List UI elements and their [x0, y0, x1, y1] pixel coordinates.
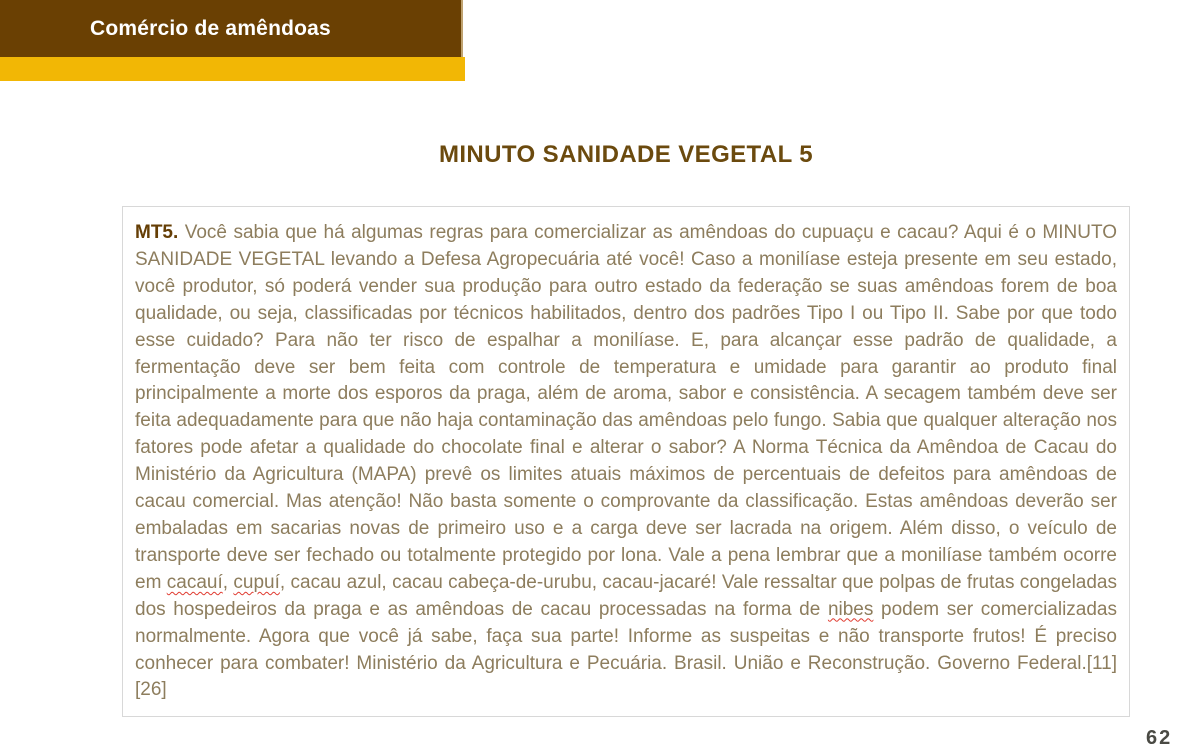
paragraph-segment: , cacau azul, cacau cabeça-de-urubu, cacau-jacaré! Vale ressaltar que polpas de frutas congeladas dos hospedeiros da praga e as amêndoas de cacau processadas na forma de — [135, 571, 1117, 620]
paragraph-lead: MT5. — [135, 222, 179, 243]
page-number: 62 — [1146, 727, 1173, 749]
paragraph-segment: Você sabia que há algumas regras para comercializar as amêndoas do cupuaçu e cacau? Aqui é o MINUTO SANIDADE VEGETAL levando a Defesa Agropecuária até você! Caso a monilíase esteja presente em seu estado, você produtor, só poderá vender sua produção para outro estado da federação se suas amêndoas forem de boa qualidade, ou seja, classificadas por técnicos habilitados, dentro dos padrões Tipo I ou Tipo II. Sabe por que todo esse cuidado? Para não ter risco de espalhar a monilíase. E, para alcançar esse padrão de qualidade, a fermentação deve ser bem feita com controle de temperatura e umidade para garantir ao produto final principalmente a morte dos esporos da praga, além de aroma, sabor e consistência. A secagem também deve ser feita adequadamente para que não haja contaminação das amêndoas pelo fungo. Sabia que qualquer alteração nos fatores pode afetar a qualidade do chocolate final e alterar o sabor? A Norma Técnica da Amêndoa de Cacau do Ministério da Agricultura (MAPA) prevê os limites atuais máximos de percentuais de defeitos para amêndoas de cacau comercial. Mas atenção! Não basta somente o comprovante da classificação. Estas amêndoas deverão ser embaladas em sacarias novas de primeiro uso e a carga deve ser lacrada na origem. Além disso, o veículo de transporte deve ser fechado ou totalmente protegido por lona. Vale a pena lembrar que a monilíase também ocorre em — [135, 222, 1117, 593]
body-paragraph — [135, 220, 1117, 704]
paragraph-segment: , — [222, 571, 234, 593]
paragraph-segment: podem ser comercializadas normalmente. Agora que você já sabe, faça sua parte! Informe as suspeitas e não transporte frutos! É preciso conhecer para combater! Ministério da Agricultura e Pecuária. Brasil. União e Reconstrução. Governo Federal.[11] [26] — [135, 598, 1118, 701]
page-title: MINUTO SANIDADE VEGETAL 5 — [438, 141, 814, 168]
misspelled-word: cupuí — [233, 571, 280, 593]
text-box[interactable] — [122, 206, 1130, 717]
misspelled-word: nibes — [827, 598, 874, 620]
header-title: Comércio de amêndoas — [90, 16, 331, 40]
accent-strip — [0, 57, 465, 81]
header-bar — [0, 0, 463, 57]
misspelled-word: cacauí — [166, 571, 223, 593]
